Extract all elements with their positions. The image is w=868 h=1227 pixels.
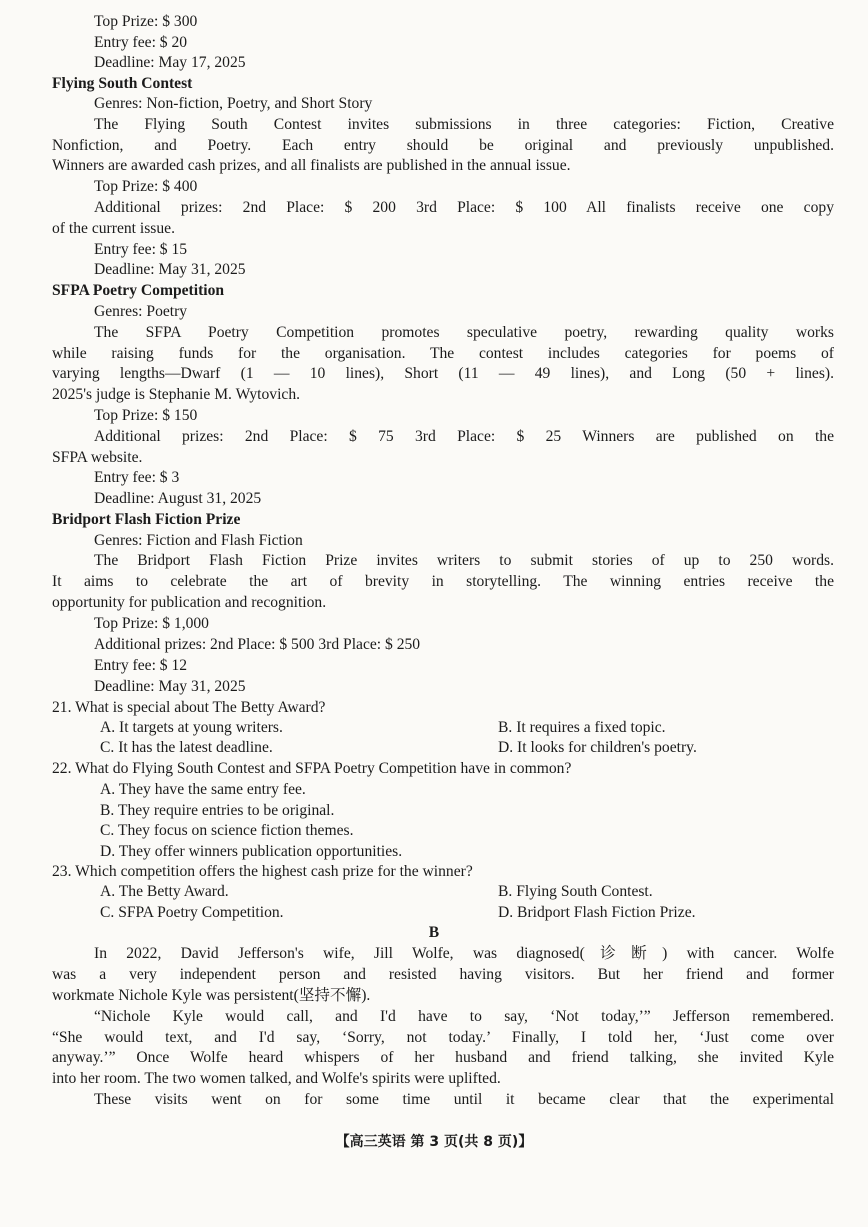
sfpa-desc-2: while raising funds for the organisation. The contest includes categories for poems of — [52, 345, 834, 362]
section-b-p3-line-1: These visits went on for some time until it became clear that the experimental — [94, 1091, 834, 1108]
sfpa-additional-2: SFPA website. — [52, 449, 143, 466]
betty-top-prize: Top Prize: $ 300 — [94, 13, 198, 30]
sfpa-deadline: Deadline: August 31, 2025 — [94, 490, 262, 507]
flying-south-entry-fee: Entry fee: $ 15 — [94, 241, 188, 258]
section-b-p2-line-1: “Nichole Kyle would call, and I'd have to say, ‘Not today,’” Jefferson remembered. — [94, 1008, 834, 1025]
section-b-label: B — [428, 924, 440, 941]
sfpa-additional-1: Additional prizes: 2nd Place: $ 75 3rd Place: $ 25 Winners are published on the — [94, 428, 834, 445]
sfpa-desc-1: The SFPA Poetry Competition promotes speculative poetry, rewarding quality works — [94, 324, 834, 341]
q21-option-c: C. It has the latest deadline. — [100, 739, 273, 756]
bridport-deadline: Deadline: May 31, 2025 — [94, 678, 246, 695]
section-b-p2-line-3: anyway.’” Once Wolfe heard whispers of her husband and friend talking, she invited Kyle — [52, 1049, 834, 1066]
sfpa-entry-fee: Entry fee: $ 3 — [94, 469, 180, 486]
q23-stem: 23. Which competition offers the highest cash prize for the winner? — [52, 863, 473, 880]
q23-option-c: C. SFPA Poetry Competition. — [100, 904, 284, 921]
bridport-title: Bridport Flash Fiction Prize — [52, 511, 241, 528]
sfpa-desc-4: 2025's judge is Stephanie M. Wytovich. — [52, 386, 301, 403]
section-b-p1-line-3: workmate Nichole Kyle was persistent(坚持不懈). — [52, 987, 371, 1004]
bridport-genres: Genres: Fiction and Flash Fiction — [94, 532, 303, 549]
flying-south-title: Flying South Contest — [52, 75, 193, 92]
bridport-desc-3: opportunity for publication and recognition. — [52, 594, 327, 611]
section-b-p2-line-2: “She would text, and I'd say, ‘Sorry, not today.’ Finally, I told her, ‘Just come over — [52, 1029, 834, 1046]
flying-south-desc-2: Nonfiction, and Poetry. Each entry should be original and previously unpublished. — [52, 137, 834, 154]
sfpa-top-prize: Top Prize: $ 150 — [94, 407, 198, 424]
bridport-additional: Additional prizes: 2nd Place: $ 500 3rd Place: $ 250 — [94, 636, 421, 653]
q21-option-b: B. It requires a fixed topic. — [498, 719, 666, 736]
bridport-desc-2: It aims to celebrate the art of brevity in storytelling. The winning entries receive the — [52, 573, 834, 590]
bridport-entry-fee: Entry fee: $ 12 — [94, 657, 188, 674]
q23-option-d: D. Bridport Flash Fiction Prize. — [498, 904, 696, 921]
bridport-top-prize: Top Prize: $ 1,000 — [94, 615, 209, 632]
page-footer: 【高三英语 第 3 页(共 8 页)】 — [335, 1134, 533, 1150]
q21-option-a: A. It targets at young writers. — [100, 719, 283, 736]
q22-option-a: A. They have the same entry fee. — [100, 781, 306, 798]
betty-entry-fee: Entry fee: $ 20 — [94, 34, 188, 51]
section-b-p1-line-2: was a very independent person and resisted having visitors. But her friend and former — [52, 966, 834, 983]
q22-option-c: C. They focus on science fiction themes. — [100, 822, 354, 839]
q23-option-a: A. The Betty Award. — [100, 883, 229, 900]
flying-south-desc-1: The Flying South Contest invites submissions in three categories: Fiction, Creative — [94, 116, 834, 133]
flying-south-genres: Genres: Non-fiction, Poetry, and Short Story — [94, 95, 373, 112]
q22-option-b: B. They require entries to be original. — [100, 802, 335, 819]
flying-south-deadline: Deadline: May 31, 2025 — [94, 261, 246, 278]
q22-stem: 22. What do Flying South Contest and SFPA Poetry Competition have in common? — [52, 760, 572, 777]
bridport-desc-1: The Bridport Flash Fiction Prize invites writers to submit stories of up to 250 words. — [94, 552, 834, 569]
flying-south-additional-1: Additional prizes: 2nd Place: $ 200 3rd Place: $ 100 All finalists receive one copy — [94, 199, 834, 216]
flying-south-desc-3: Winners are awarded cash prizes, and all finalists are published in the annual issue. — [52, 157, 571, 174]
section-b-p2-line-4: into her room. The two women talked, and Wolfe's spirits were uplifted. — [52, 1070, 501, 1087]
q23-option-b: B. Flying South Contest. — [498, 883, 653, 900]
flying-south-additional-2: of the current issue. — [52, 220, 175, 237]
q21-option-d: D. It looks for children's poetry. — [498, 739, 697, 756]
flying-south-top-prize: Top Prize: $ 400 — [94, 178, 198, 195]
sfpa-desc-3: varying lengths—Dwarf (1 — 10 lines), Short (11 — 49 lines), and Long (50 + lines). — [52, 365, 834, 382]
section-b-p1-line-1: In 2022, David Jefferson's wife, Jill Wolfe, was diagnosed(诊断) with cancer. Wolfe — [94, 945, 834, 962]
betty-deadline: Deadline: May 17, 2025 — [94, 54, 246, 71]
q22-option-d: D. They offer winners publication opportunities. — [100, 843, 403, 860]
q21-stem: 21. What is special about The Betty Award? — [52, 699, 326, 716]
sfpa-genres: Genres: Poetry — [94, 303, 188, 320]
sfpa-title: SFPA Poetry Competition — [52, 282, 225, 299]
